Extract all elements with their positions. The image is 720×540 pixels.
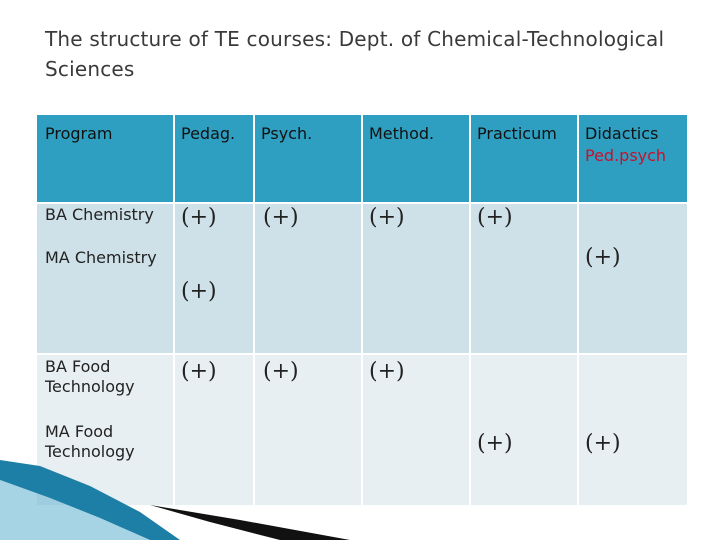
column-divider [577,115,579,505]
mark-ba-food-pedag: (+) [181,359,217,384]
mark-ba-food-method: (+) [369,359,405,384]
column-divider [253,115,255,505]
mark-ba-chem-pedag: (+) [181,205,217,230]
mark-ma-chem-didactics: (+) [585,245,621,270]
row-label-ba-food-technology: BA Food Technology [45,357,135,396]
row-divider [37,353,687,355]
header-pedag: Pedag. [181,124,236,143]
mark-ba-chem-psych: (+) [263,205,299,230]
row-divider [37,202,687,204]
slide-title: The structure of TE courses: Dept. of Chemical-Technological Sciences [45,27,665,81]
header-didactics-pedpsych: Ped.psych [585,146,667,165]
mark-ba-food-psych: (+) [263,359,299,384]
column-divider [469,115,471,505]
mark-ma-food-didactics: (+) [585,431,621,456]
row-label-ba-chemistry: BA Chemistry [45,205,154,224]
decorative-black-swoosh [150,500,350,540]
header-practicum: Practicum [477,124,557,143]
header-method: Method. [369,124,435,143]
header-psych: Psych. [261,124,313,143]
header-didactics: Didactics [585,124,659,143]
header-program: Program [45,124,113,143]
mark-ma-chem-pedag: (+) [181,279,217,304]
mark-ba-chem-practicum: (+) [477,205,513,230]
column-divider [361,115,363,505]
mark-ba-chem-method: (+) [369,205,405,230]
row-label-ma-chemistry: MA Chemistry [45,248,157,267]
mark-ma-food-practicum: (+) [477,431,513,456]
row-label-ma-food-technology: MA Food Technology [45,422,135,461]
